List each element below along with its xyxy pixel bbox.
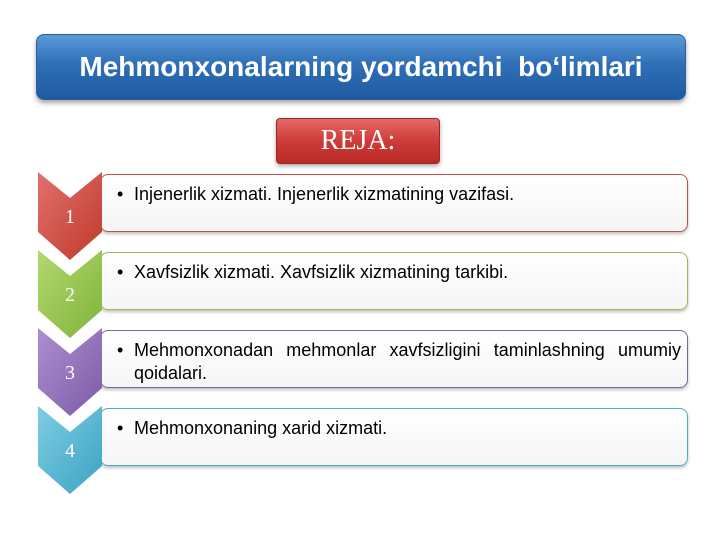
- page-title: Mehmonxonalarning yordamchi bo‘limlari: [79, 51, 643, 82]
- list-item-text: Xavfsizlik xizmati. Xavfsizlik xizmatining tarkibi.: [134, 262, 509, 282]
- list-item-text: Mehmonxonaning xarid xizmati.: [134, 418, 388, 438]
- item-number: 3: [65, 362, 75, 384]
- bullet-icon: •: [117, 262, 124, 282]
- list-item-2-box: [100, 252, 688, 310]
- title-banner: [36, 34, 686, 100]
- item-number: 1: [65, 206, 75, 228]
- bullet-icon: •: [117, 184, 124, 204]
- list-item-3-box: [100, 330, 688, 388]
- plan-label: REJA:: [320, 125, 396, 156]
- list-item-4-box: [100, 408, 688, 466]
- list-item-text: Mehmonxonadan mehmonlar xavfsizligini taminlashning umumiy qoidalari.: [134, 340, 681, 383]
- item-number: 2: [65, 284, 75, 306]
- bullet-icon: •: [117, 418, 124, 438]
- plan-label-box: [276, 118, 440, 164]
- list-item-1-box: [100, 174, 688, 232]
- item-number: 4: [65, 440, 75, 462]
- list-item-text: Injenerlik xizmati. Injenerlik xizmatining vazifasi.: [134, 184, 515, 204]
- bullet-icon: •: [117, 340, 124, 360]
